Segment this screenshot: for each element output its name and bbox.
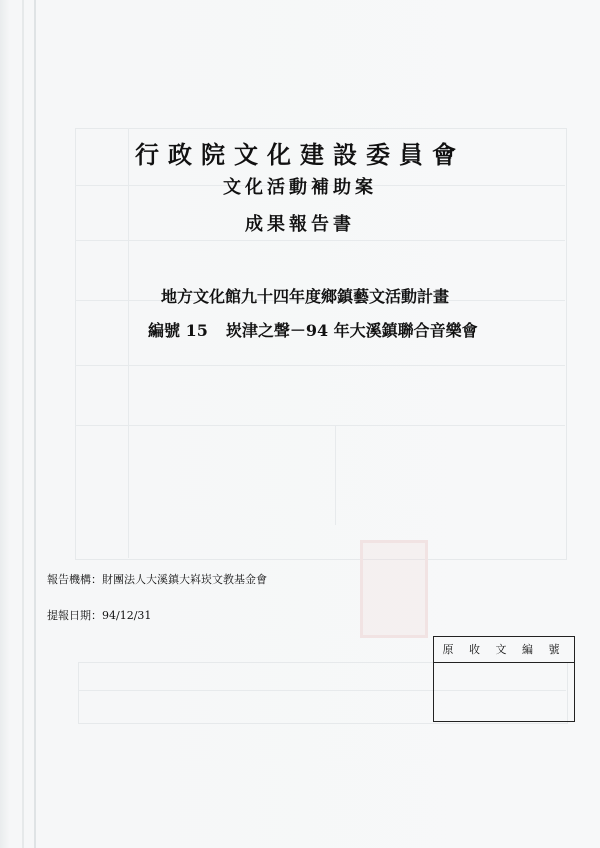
item-line xyxy=(148,318,478,341)
organization-title: 行政院文化建設委員會 xyxy=(135,140,465,169)
page-edge-line xyxy=(34,0,36,848)
receipt-number-box xyxy=(433,636,575,722)
report-title: 成果報告書 xyxy=(245,214,355,235)
plan-title: 地方文化館九十四年度鄉鎮藝文活動計畫 xyxy=(160,287,449,306)
item-title: 崁津之聲－94 年大溪鎮聯合音樂會 xyxy=(225,321,478,340)
reverse-form-rule xyxy=(75,365,565,366)
receipt-number-label: 原 收 文 編 號 xyxy=(434,637,574,663)
reverse-form-rule xyxy=(335,425,336,525)
reverse-form-rule xyxy=(75,240,565,241)
subsidy-title: 文化活動補助案 xyxy=(223,177,377,198)
reverse-seal-stamp xyxy=(360,540,428,638)
submission-date: 提報日期：94/12/31 xyxy=(47,609,152,622)
reverse-form-rule xyxy=(75,425,565,426)
page-edge-line xyxy=(22,0,24,848)
item-number: 編號 15 xyxy=(148,321,208,340)
reporting-organization: 報告機構：財團法人大溪鎮大嵙崁文教基金會 xyxy=(47,573,267,586)
